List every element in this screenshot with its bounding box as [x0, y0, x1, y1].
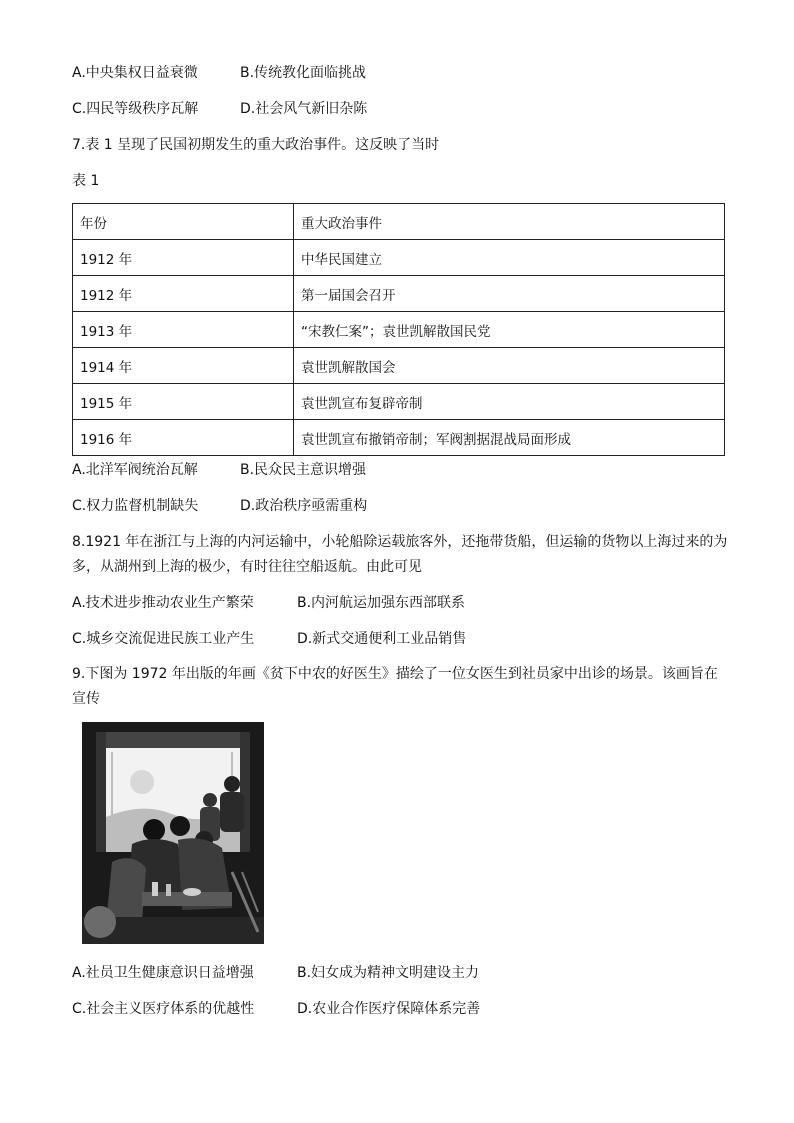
q6-option-c[interactable]: C.四民等级秩序瓦解	[72, 101, 199, 117]
cell-year: 1916 年	[73, 420, 294, 456]
cell-year: 1912 年	[73, 240, 294, 276]
q8-option-d[interactable]: D.新式交通便利工业品销售	[297, 631, 467, 647]
cell-event: 袁世凯宣布复辟帝制	[294, 384, 725, 420]
q7-option-d[interactable]: D.政治秩序亟需重构	[240, 498, 368, 514]
table-row	[73, 312, 725, 348]
table-row	[73, 420, 725, 456]
q8-option-c[interactable]: C.城乡交流促进民族工业产生	[72, 631, 255, 647]
q7-stem: 7.表 1 呈现了民国初期发生的重大政治事件。这反映了当时	[72, 137, 440, 153]
q9-option-a[interactable]: A.社员卫生健康意识日益增强	[72, 965, 254, 981]
q9-stem-line2: 宣传	[72, 691, 100, 707]
q7-option-b[interactable]: B.民众民主意识增强	[240, 462, 367, 478]
new-year-painting-image	[82, 722, 264, 944]
q8-option-a[interactable]: A.技术进步推动农业生产繁荣	[72, 595, 254, 611]
q7-option-c[interactable]: C.权力监督机制缺失	[72, 498, 199, 514]
q6-option-d[interactable]: D.社会风气新旧杂陈	[240, 101, 368, 117]
cell-event: 袁世凯解散国会	[294, 348, 725, 384]
cell-event: 袁世凯宣布撤销帝制；军阀割据混战局面形成	[294, 420, 725, 456]
cell-year: 1915 年	[73, 384, 294, 420]
q9-stem-line1: 9.下图为 1972 年出版的年画《贫下中农的好医生》描绘了一位女医生到社员家中出诊的场景。该画旨在	[72, 666, 718, 682]
header-year: 年份	[73, 204, 294, 240]
q8-stem-line2: 多，从湖州到上海的极少，有时往往空船返航。由此可见	[72, 559, 422, 575]
q9-option-c[interactable]: C.社会主义医疗体系的优越性	[72, 1001, 255, 1017]
q7-option-a[interactable]: A.北洋军阀统治瓦解	[72, 462, 198, 478]
table-row	[73, 240, 725, 276]
cell-year: 1913 年	[73, 312, 294, 348]
cell-event: 中华民国建立	[294, 240, 725, 276]
cell-year: 1914 年	[73, 348, 294, 384]
table-row	[73, 276, 725, 312]
q6-option-a[interactable]: A.中央集权日益衰微	[72, 65, 198, 81]
table-row	[73, 384, 725, 420]
header-event: 重大政治事件	[294, 204, 725, 240]
cell-year: 1912 年	[73, 276, 294, 312]
table-row	[73, 348, 725, 384]
table-header-row	[73, 204, 725, 240]
q8-stem-line1: 8.1921 年在浙江与上海的内河运输中，小轮船除运载旅客外，还拖带货船，但运输的货物以上海过来的为	[72, 534, 728, 550]
cell-event: 第一届国会召开	[294, 276, 725, 312]
cell-event: “宋教仁案”；袁世凯解散国民党	[294, 312, 725, 348]
q7-table-caption: 表 1	[72, 173, 100, 189]
q6-option-b[interactable]: B.传统教化面临挑战	[240, 65, 367, 81]
q7-events-table	[72, 203, 725, 456]
q9-option-d[interactable]: D.农业合作医疗保障体系完善	[297, 1001, 481, 1017]
q8-option-b[interactable]: B.内河航运加强东西部联系	[297, 595, 466, 611]
q9-option-b[interactable]: B.妇女成为精神文明建设主力	[297, 965, 480, 981]
